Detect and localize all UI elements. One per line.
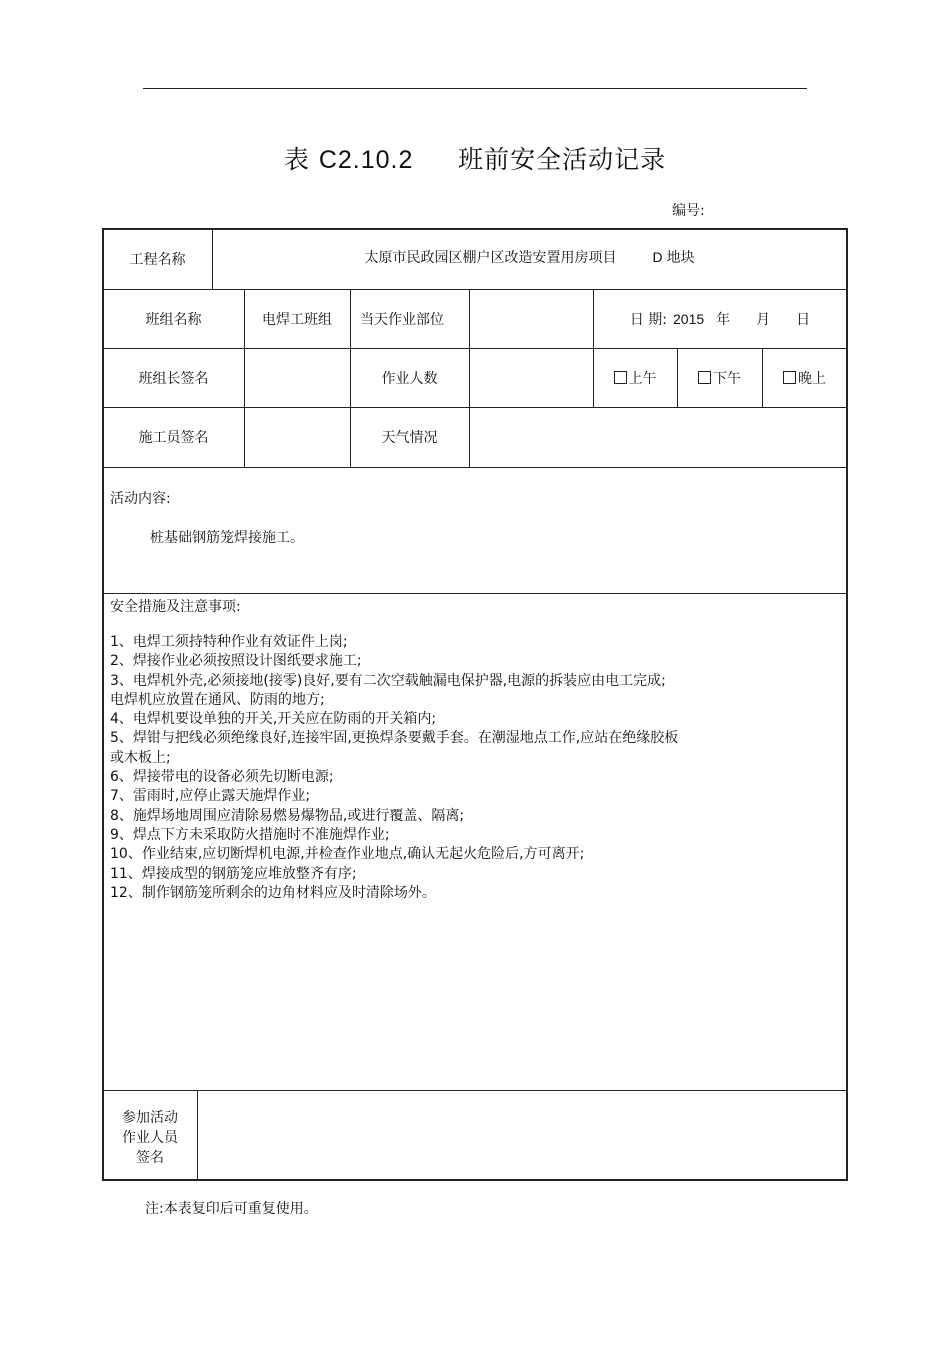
project-name-value [212,229,847,285]
title-code: C2.10.2 [318,146,414,174]
team-name-label: 班组名称 [145,311,202,328]
title-prefix: 表 [283,145,310,174]
top-rule [143,88,807,89]
headcount-label: 作业人数 [381,370,438,387]
safety-item: 11、焊接成型的钢筋笼应堆放整齐有序; [110,865,357,882]
date-label: 日 期: [629,311,667,328]
headcount-field[interactable] [469,348,593,407]
date-year: 2015 [673,310,705,327]
shift-evening[interactable] [762,348,847,407]
team-leader-signature-field[interactable] [244,348,350,407]
safety-item: 1、电焊工须持特种作业有效证件上岗; [110,634,348,650]
safety-item: 电焊机应放置在通风、防雨的地方; [110,691,325,708]
safety-item: 7、雷雨时,应停止露天施焊作业; [110,788,311,805]
safety-item: 或木板上; [110,749,171,766]
serial-number-label: 编号: [672,203,705,219]
safety-item: 4、电焊机要设单独的开关,开关应在防雨的开关箱内; [110,711,437,728]
shift-evening-label: 晚上 [798,370,826,387]
shift-afternoon[interactable] [677,348,762,407]
safety-item: 10、作业结束,应切断焊机电源,并检查作业地点,确认无起火危险后,方可离开; [110,846,585,863]
builder-signature-label: 施工员签名 [138,430,209,446]
checkbox-icon[interactable] [783,371,796,384]
day-unit: 日 [796,311,811,328]
participants-label-line: 签名 [136,1150,164,1166]
participants-signature-label [103,1108,197,1168]
title-main: 班前安全活动记录 [458,145,667,174]
year-unit: 年 [716,311,731,328]
activity-content-label: 活动内容: [110,491,171,507]
project-name-text: 太原市民政园区棚户区改造安置用房项目 [364,250,617,266]
safety-measures-list [110,633,678,903]
safety-item: 3、电焊机外壳,必须接地(接零)良好,要有二次空载触漏电保护器,电源的拆装应由电工完成; [110,672,666,689]
shift-afternoon-label: 下午 [713,370,741,387]
row-divider [103,593,847,594]
safety-item: 6、焊接带电的设备必须先切断电源; [110,769,334,786]
safety-item: 8、施焊场地周围应清除易燃易爆物品,或进行覆盖、隔离; [110,807,465,824]
participants-label-line: 作业人员 [122,1130,178,1146]
work-location-label: 当天作业部位 [360,311,444,328]
project-block-text: D 地块 [652,249,695,265]
shift-morning-label: 上午 [628,370,657,387]
weather-label: 天气情况 [381,430,438,446]
safety-item: 9、焊点下方未采取防火措施时不准施焊作业; [110,826,390,843]
activity-content-text: 桩基础钢筋笼焊接施工。 [150,530,304,546]
participants-label-line: 参加活动 [122,1110,178,1126]
page-title [0,140,950,176]
shift-morning[interactable] [593,348,677,407]
team-name-value: 电焊工班组 [262,311,332,328]
checkbox-icon[interactable] [698,371,711,384]
footer-note: 注:本表复印后可重复使用。 [145,1201,318,1217]
safety-measures-label: 安全措施及注意事项: [110,599,241,615]
work-location-field[interactable] [469,289,593,348]
safety-item: 12、制作钢筋笼所剩余的边角材料应及时清除场外。 [110,884,436,901]
safety-item: 2、焊接作业必须按照设计图纸要求施工; [110,653,362,670]
project-name-label: 工程名称 [129,252,186,268]
month-unit: 月 [756,311,771,328]
team-leader-signature-label: 班组长签名 [138,370,209,387]
row-divider [103,467,847,468]
safety-item: 5、焊钳与把线必须绝缘良好,连接牢固,更换焊条要戴手套。在潮湿地点工作,应站在绝缘胶板 [110,730,679,747]
checkbox-icon[interactable] [614,371,627,384]
weather-field[interactable] [469,407,847,467]
participants-signature-field[interactable] [198,1091,847,1180]
date-field[interactable] [593,289,847,348]
builder-signature-field[interactable] [244,407,350,467]
